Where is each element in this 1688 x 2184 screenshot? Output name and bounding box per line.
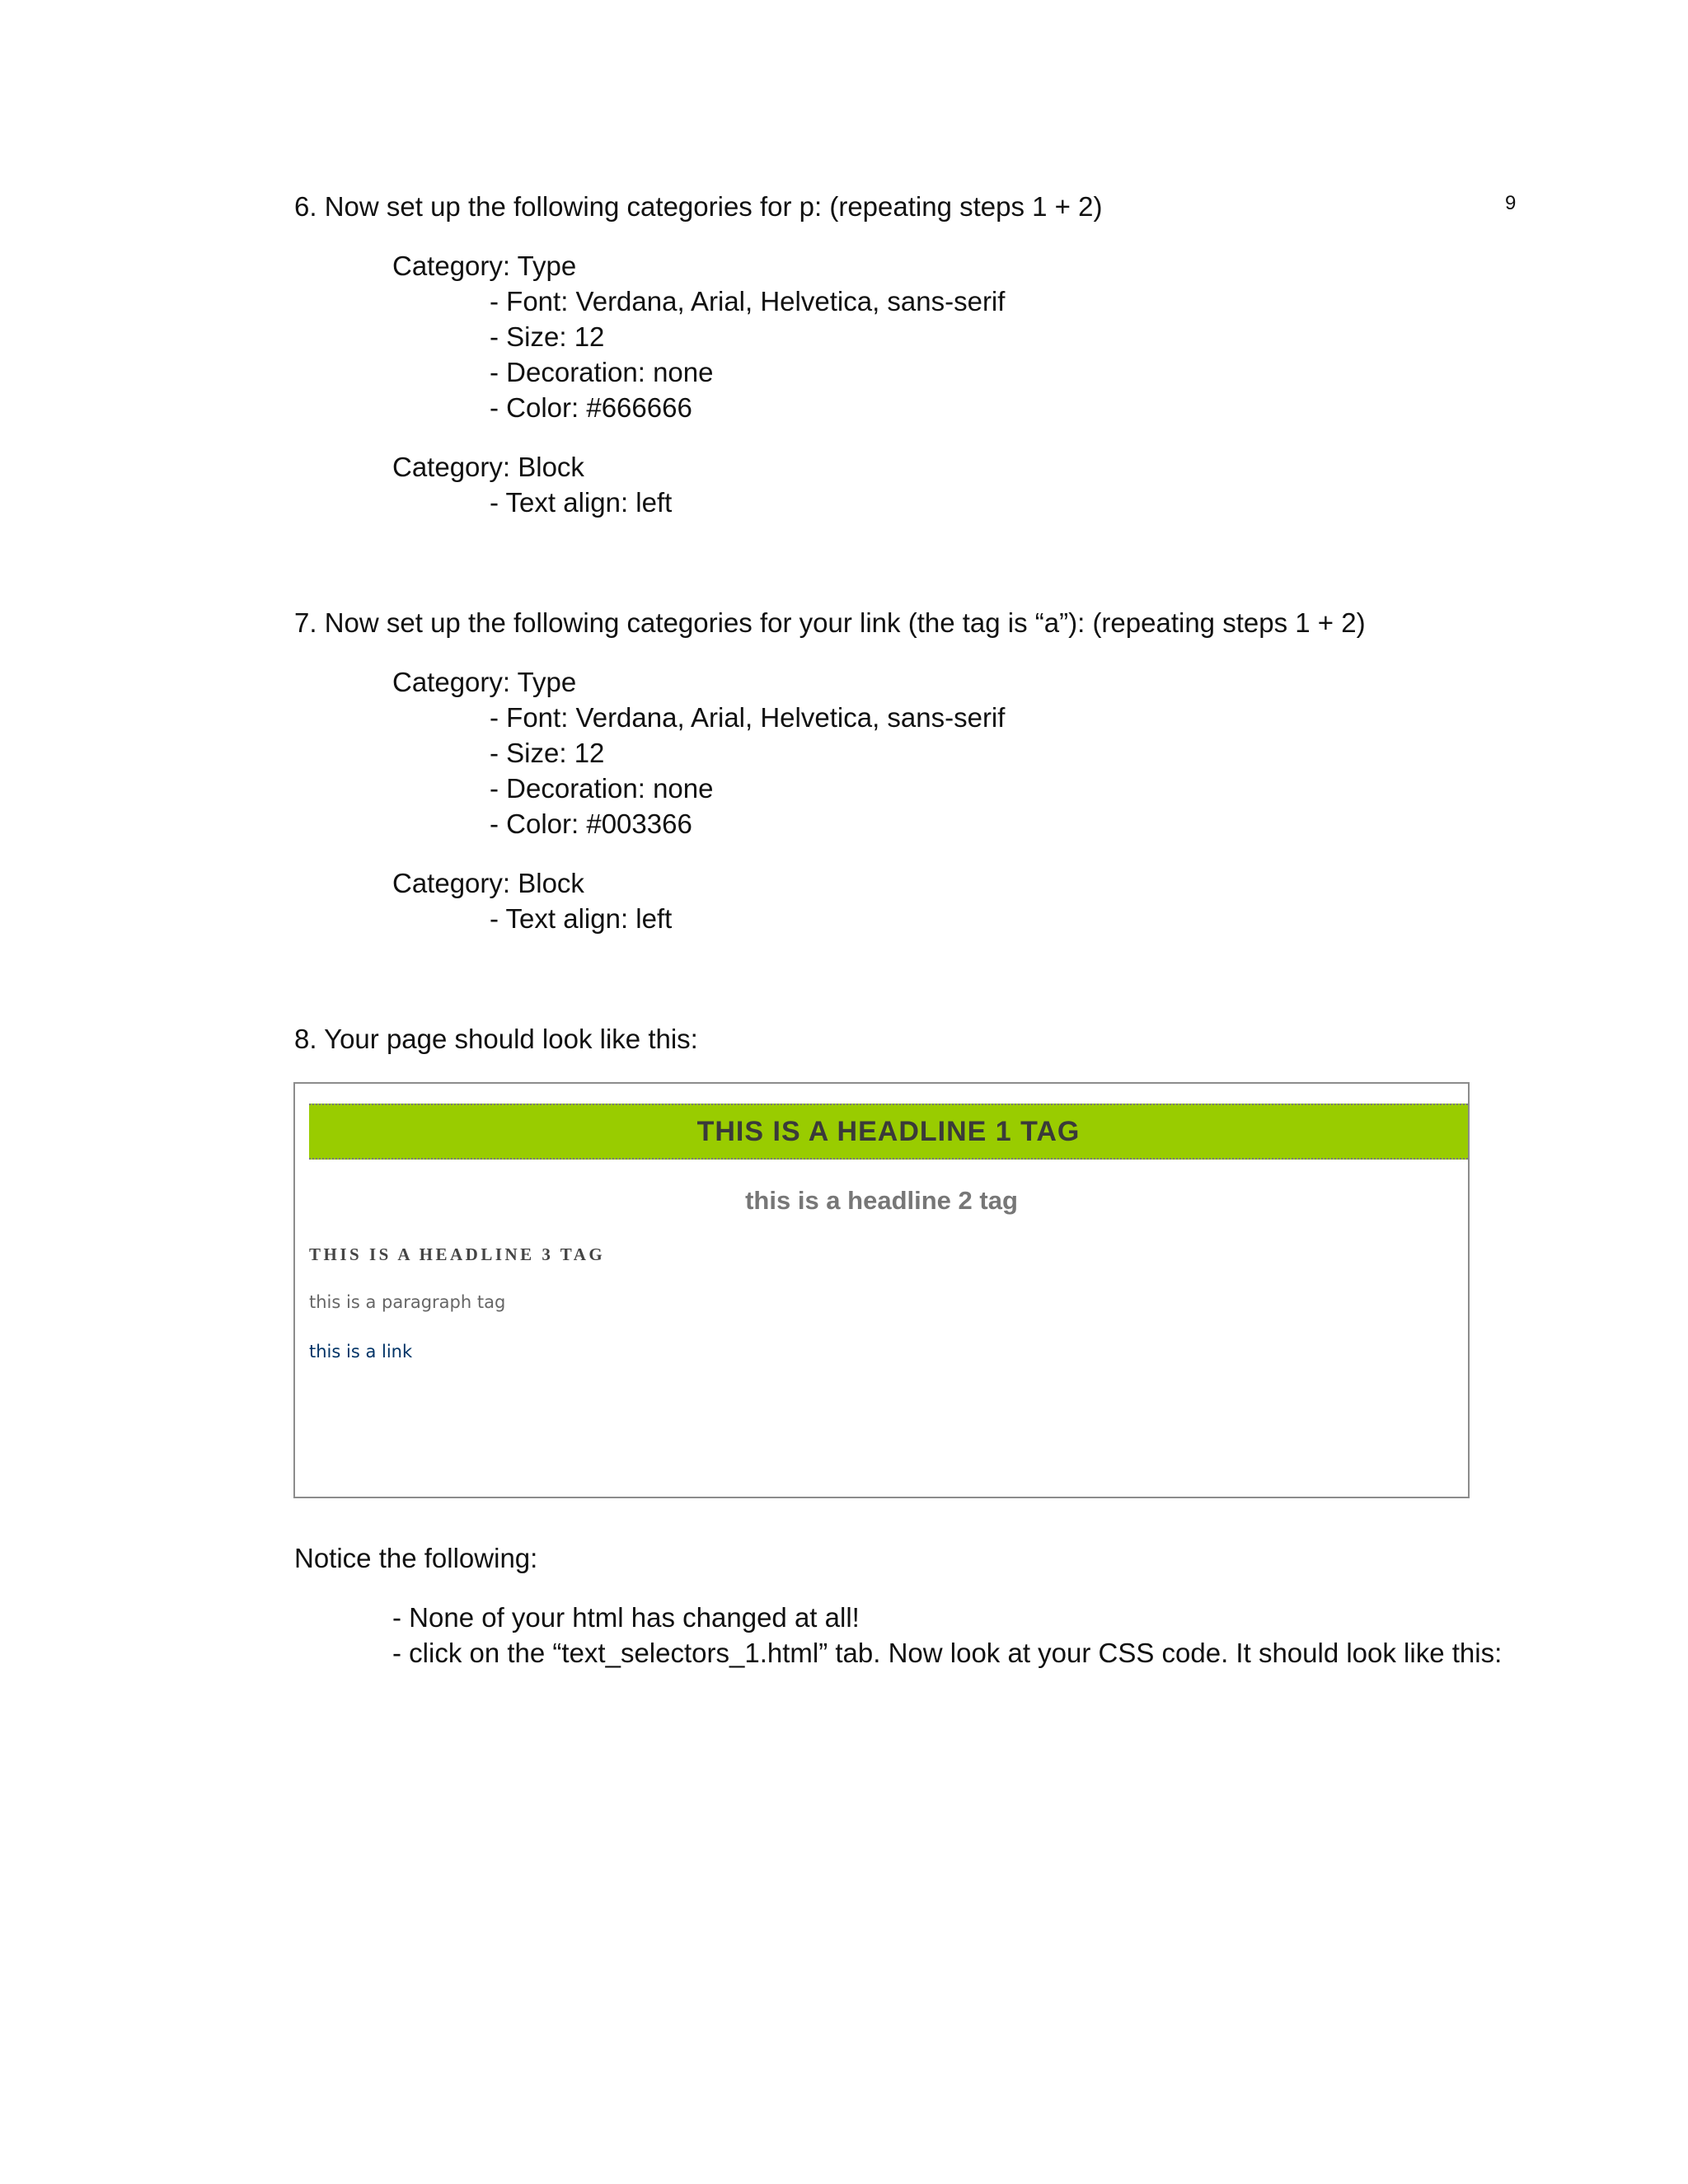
step-7-type-color: - Color: #003366 [490,808,692,839]
step-7-type-decoration: - Decoration: none [490,773,714,804]
step-6-type-size: - Size: 12 [490,321,605,352]
step-6-type-category: Category: Type [392,251,577,281]
preview-link[interactable]: this is a link [309,1342,413,1361]
notice-heading: Notice the following: [294,1543,538,1573]
notice-item-html-unchanged: - None of your html has changed at all! [392,1602,860,1633]
preview-paragraph: this is a paragraph tag [309,1292,506,1312]
page-number: 9 [1505,192,1517,214]
step-6-heading: 6. Now set up the following categories for p: (repeating steps 1 + 2) [294,191,1103,222]
step-7-heading: 7. Now set up the following categories for your link (the tag is “a”): (repeating steps 1 + 2) [294,607,1366,638]
step-7-block-align: - Text align: left [490,903,673,934]
notice-item-css-tab: - click on the “text_selectors_1.html” tab. Now look at your CSS code. It should look like this: [392,1638,1503,1668]
preview-headline-3: THIS IS A HEADLINE 3 TAG [309,1244,606,1264]
step-6-type-color: - Color: #666666 [490,392,692,423]
step-7-type-category: Category: Type [392,667,577,697]
step-6-block-category: Category: Block [392,452,584,482]
step-7-type-font: - Font: Verdana, Arial, Helvetica, sans-serif [490,702,1006,733]
preview-headline-1: THIS IS A HEADLINE 1 TAG [309,1104,1468,1160]
step-8-heading: 8. Your page should look like this: [294,1024,698,1054]
step-7-type-size: - Size: 12 [490,738,605,768]
step-6-block-align: - Text align: left [490,487,673,518]
page-preview-screenshot [293,1082,1470,1498]
preview-headline-2: this is a headline 2 tag [745,1186,1018,1215]
step-6-type-decoration: - Decoration: none [490,357,714,387]
step-6-type-font: - Font: Verdana, Arial, Helvetica, sans-serif [490,286,1006,316]
step-7-block-category: Category: Block [392,868,584,898]
